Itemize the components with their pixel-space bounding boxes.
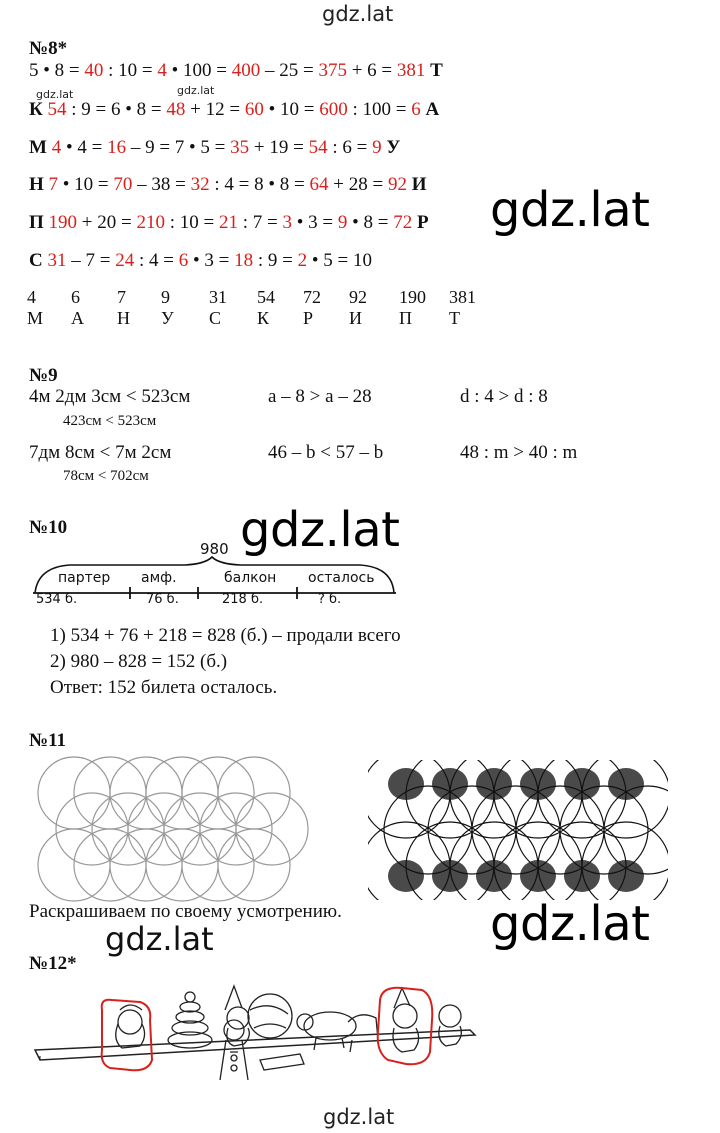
selection-circle-2 xyxy=(378,988,433,1065)
key-number: 7 xyxy=(117,287,126,307)
equation-segment: 3 xyxy=(282,212,292,233)
equation-segment: 400 xyxy=(231,60,261,81)
equation-segment: 5 • 8 = xyxy=(29,60,85,81)
task11-caption: Раскрашиваем по своему усмотрению. xyxy=(29,901,342,922)
task12-title: №12* xyxy=(29,953,77,974)
equation-segment: Т xyxy=(425,60,443,81)
segment-label-remaining: осталось xyxy=(308,570,375,586)
equation-segment: 21 xyxy=(218,212,238,233)
equation-segment: 2 xyxy=(297,250,308,271)
task9-r1-c2: a – 8 > a – 28 xyxy=(268,386,372,407)
doll-1-icon xyxy=(116,1005,145,1048)
doll-4-icon xyxy=(439,1005,461,1046)
key-letter: С xyxy=(209,308,222,328)
key-number: 31 xyxy=(209,287,227,307)
equation-segment: И xyxy=(406,174,427,195)
equation-segment: 6 xyxy=(178,250,189,271)
clown-icon xyxy=(220,986,248,1080)
key-numbers-row xyxy=(27,287,489,308)
key-number: 4 xyxy=(27,287,36,307)
equation-segment: : 10 = xyxy=(164,212,219,233)
task9-r1-c3: d : 4 > d : 8 xyxy=(460,386,548,407)
equation-segment: + 12 = xyxy=(185,99,245,120)
key-letter: Т xyxy=(449,308,460,328)
task8-equation-line xyxy=(29,212,429,234)
equation-segment: 92 xyxy=(387,174,407,195)
equation-segment: 9 xyxy=(372,137,382,158)
equation-segment: • 4 = xyxy=(61,137,108,158)
key-letter: Р xyxy=(303,308,314,328)
key-number: 381 xyxy=(449,287,476,307)
equation-segment: : 6 = xyxy=(327,137,373,158)
key-letters-row xyxy=(27,308,489,329)
equation-segment: 48 xyxy=(166,99,186,120)
segment-value-balcony: 218 б. xyxy=(222,592,264,607)
task8-equation-line xyxy=(29,99,439,121)
task10-answer: Ответ: 152 билета осталось. xyxy=(50,677,278,698)
segment-value-remaining: ? б. xyxy=(318,592,342,607)
task9-r2-note: 78см < 702см xyxy=(63,468,149,484)
task10-step-1: 1) 534 + 76 + 218 = 828 (б.) – продали всего xyxy=(50,625,401,646)
equation-segment: 70 xyxy=(113,174,133,195)
equation-segment: 210 xyxy=(136,212,165,233)
equation-segment: 9 xyxy=(337,212,348,233)
key-number: 6 xyxy=(71,287,80,307)
task11-title: №11 xyxy=(29,730,67,751)
equation-segment: : 9 = 6 • 8 = xyxy=(66,99,167,120)
equation-segment: 4 xyxy=(51,137,62,158)
watermark-large-2: gdz.lat xyxy=(240,502,400,558)
key-letter: П xyxy=(399,308,412,328)
segment-value-amph: 76 б. xyxy=(146,592,179,607)
equation-segment: 64 xyxy=(309,174,329,195)
task9-r1-note: 423см < 523см xyxy=(63,413,157,429)
equation-segment: • 100 = xyxy=(166,60,232,81)
equation-segment: П xyxy=(29,212,49,233)
equation-segment: 31 xyxy=(47,250,67,271)
equation-segment: + 19 = xyxy=(249,137,309,158)
task9-r2-c2: 46 – b < 57 – b xyxy=(268,442,384,463)
equation-segment: 32 xyxy=(190,174,210,195)
equation-segment: – 38 = xyxy=(132,174,191,195)
equation-segment: 4 xyxy=(157,60,167,81)
equation-segment: 18 xyxy=(234,250,254,271)
watermark-bottom: gdz.lat xyxy=(323,1105,395,1129)
equation-segment: 72 xyxy=(393,212,413,233)
key-number: 190 xyxy=(399,287,426,307)
equation-segment: + 20 = xyxy=(77,212,137,233)
circle-pattern-colored xyxy=(368,760,668,900)
equation-segment: 375 xyxy=(318,60,347,81)
task9-r2-c1: 7дм 8см < 7м 2см xyxy=(29,442,172,463)
equation-segment: А xyxy=(420,99,440,120)
equation-segment: 16 xyxy=(107,137,127,158)
segment-label-parter: партер xyxy=(58,570,111,586)
watermark-small-1: gdz.lat xyxy=(36,88,74,101)
equation-segment: • 8 = xyxy=(347,212,394,233)
segment-value-parter: 534 б. xyxy=(36,592,78,607)
equation-segment: • 10 = xyxy=(58,174,114,195)
equation-segment: 190 xyxy=(48,212,78,233)
key-letter: А xyxy=(71,308,84,328)
equation-segment: Н xyxy=(29,174,49,195)
task8-equation-line xyxy=(29,60,443,82)
task10-step-2: 2) 980 – 828 = 152 (б.) xyxy=(50,651,228,672)
equation-segment: : 100 = xyxy=(347,99,412,120)
task8-key-table xyxy=(27,287,489,329)
equation-segment: – 25 = xyxy=(260,60,319,81)
key-number: 72 xyxy=(303,287,321,307)
key-letter: М xyxy=(27,308,44,328)
equation-segment: 381 xyxy=(396,60,426,81)
segment-label-amph: амф. xyxy=(141,570,177,586)
equation-segment: : 4 = 8 • 8 = xyxy=(209,174,310,195)
doll-3-icon xyxy=(393,988,419,1052)
circle-pattern-outline xyxy=(32,755,330,903)
task8-equation-line xyxy=(29,250,372,272)
equation-segment: К xyxy=(29,99,48,120)
equation-segment: 40 xyxy=(84,60,104,81)
equation-segment: 54 xyxy=(47,99,67,120)
equation-segment: 24 xyxy=(115,250,135,271)
equation-segment: • 3 = xyxy=(291,212,338,233)
key-number: 9 xyxy=(161,287,170,307)
task8-equation-line xyxy=(29,137,400,159)
equation-segment: 54 xyxy=(308,137,328,158)
key-letter: У xyxy=(161,308,174,328)
task9-r1-c1: 4м 2дм 3см < 523см xyxy=(29,386,191,407)
equation-segment: • 3 = xyxy=(188,250,235,271)
pyramid-toy-icon xyxy=(168,992,212,1048)
equation-segment: + 28 = xyxy=(328,174,388,195)
equation-segment: Р xyxy=(412,212,429,233)
equation-segment: • 10 = xyxy=(263,99,320,120)
toys-shelf-illustration xyxy=(30,980,485,1090)
task9-title: №9 xyxy=(29,365,58,386)
box-toy-icon xyxy=(260,1054,304,1070)
equation-segment: – 7 = xyxy=(66,250,116,271)
equation-segment: У xyxy=(381,137,401,158)
equation-segment: : 7 = xyxy=(237,212,283,233)
equation-segment: • 5 = 10 xyxy=(307,250,372,271)
task8-title: №8* xyxy=(29,38,68,59)
key-letter: К xyxy=(257,308,270,328)
equation-segment: М xyxy=(29,137,52,158)
watermark-large-1: gdz.lat xyxy=(490,182,650,238)
watermark-medium: gdz.lat xyxy=(105,920,214,958)
segment-label-balcony: балкон xyxy=(224,570,277,586)
equation-segment: 35 xyxy=(230,137,250,158)
watermark-top: gdz.lat xyxy=(322,2,394,26)
watermark-large-3: gdz.lat xyxy=(490,896,650,952)
task9-r2-c3: 48 : m > 40 : m xyxy=(460,442,578,463)
equation-segment: : 4 = xyxy=(134,250,179,271)
equation-segment: + 6 = xyxy=(346,60,397,81)
task10-title: №10 xyxy=(29,517,68,538)
equation-segment: 60 xyxy=(244,99,264,120)
watermark-small-2: gdz.lat xyxy=(177,84,215,97)
key-letter: Н xyxy=(117,308,130,328)
equation-segment: 7 xyxy=(48,174,59,195)
equation-segment: С xyxy=(29,250,48,271)
equation-segment: 600 xyxy=(319,99,348,120)
key-letter: И xyxy=(349,308,362,328)
equation-segment: 6 xyxy=(411,99,421,120)
key-number: 92 xyxy=(349,287,367,307)
equation-segment: : 9 = xyxy=(253,250,298,271)
equation-segment: – 9 = 7 • 5 = xyxy=(126,137,231,158)
ball-icon xyxy=(248,994,292,1038)
key-number: 54 xyxy=(257,287,275,307)
task8-equation-line xyxy=(29,174,426,196)
equation-segment: : 10 = xyxy=(103,60,158,81)
task10-total: 980 xyxy=(200,540,229,558)
